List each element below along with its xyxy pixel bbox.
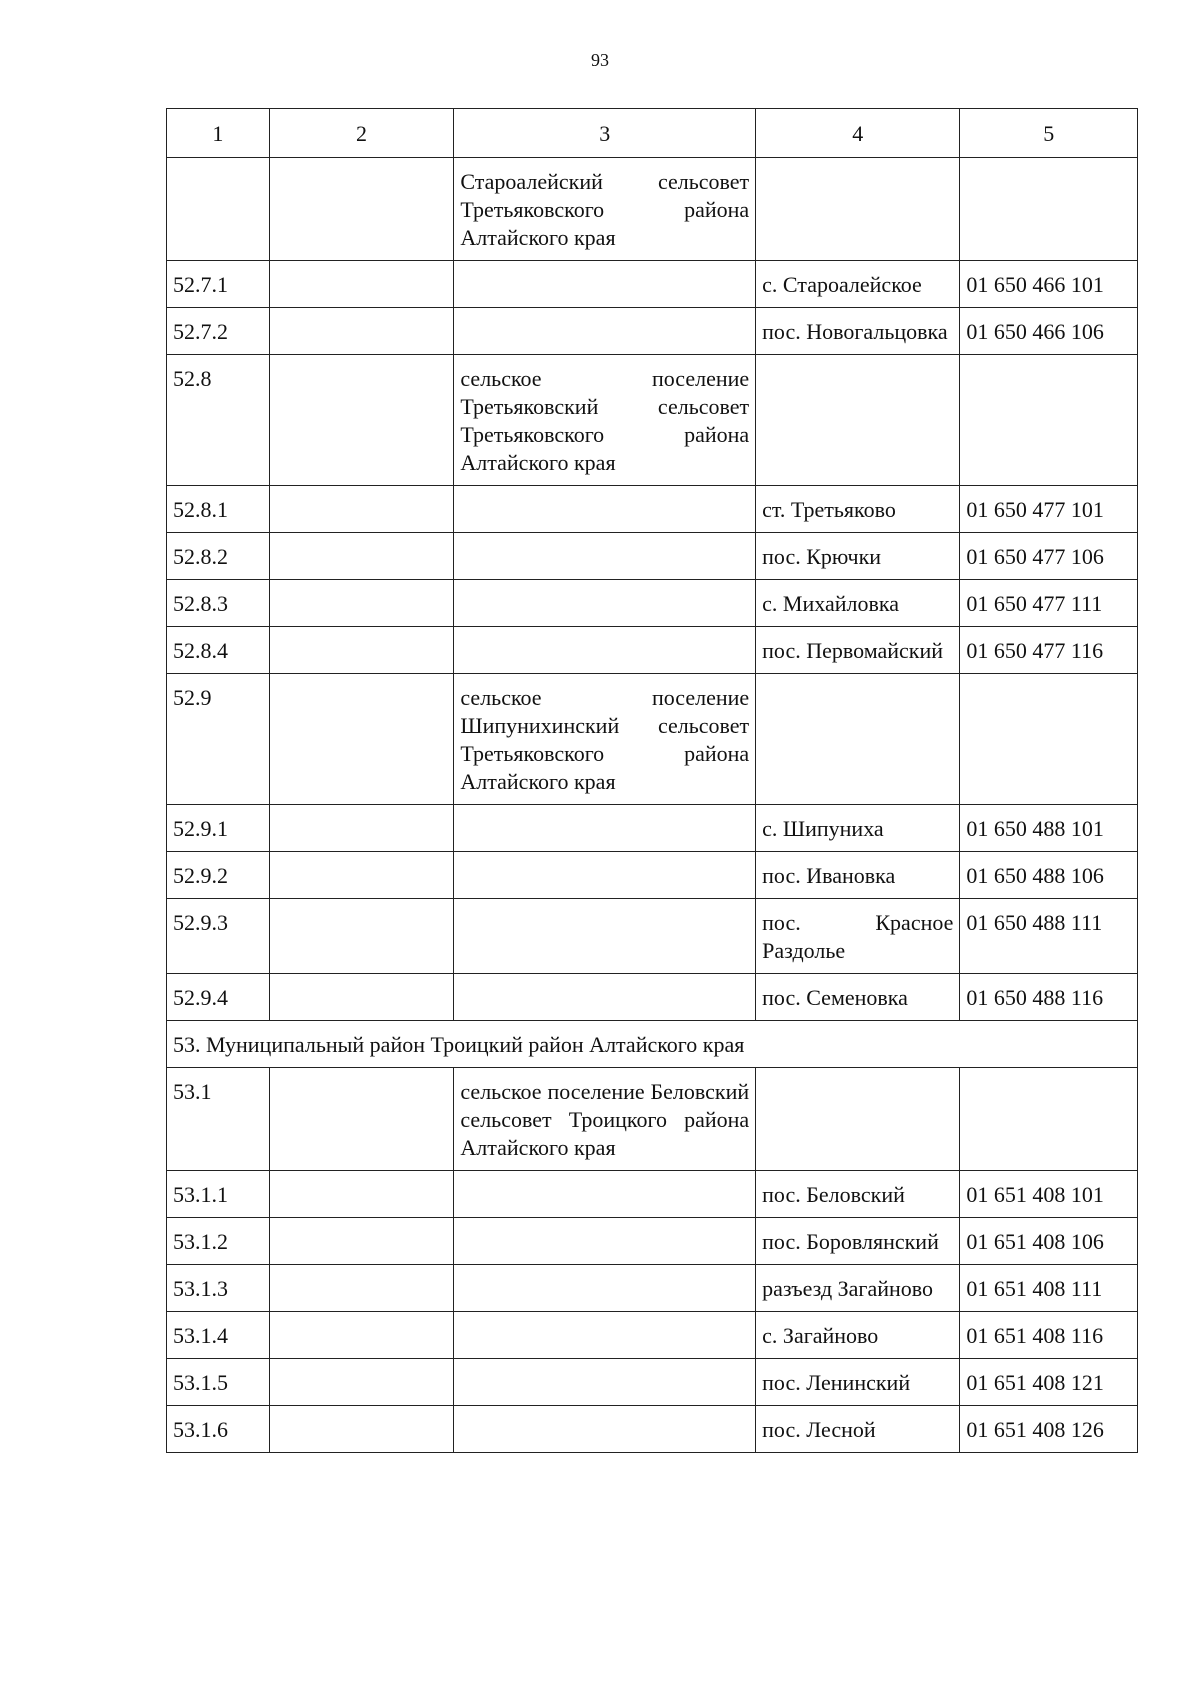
oktmo-code-cell: 01 650 466 106 xyxy=(960,308,1138,355)
locality-name-cell: пос. Крючки xyxy=(756,533,960,580)
row-number-cell: 53.1.2 xyxy=(167,1218,270,1265)
locality-row xyxy=(167,852,1138,899)
oktmo-code-cell: 01 650 477 111 xyxy=(960,580,1138,627)
col-2-cell xyxy=(269,308,454,355)
oktmo-code-cell: 01 650 488 111 xyxy=(960,899,1138,974)
col-2-cell xyxy=(269,261,454,308)
header-col-1: 1 xyxy=(167,109,270,158)
row-number-cell: 52.7.2 xyxy=(167,308,270,355)
locality-name-cell: пос. Беловский xyxy=(756,1171,960,1218)
locality-name-cell: пос. Лесной xyxy=(756,1406,960,1453)
table-header-row xyxy=(167,109,1138,158)
section-title: 53. Муниципальный район Троицкий район Алтайского края xyxy=(167,1021,1138,1068)
settlement-name-cell xyxy=(454,1218,756,1265)
settlements-table xyxy=(166,108,1138,1453)
settlement-name-cell xyxy=(454,627,756,674)
locality-name-cell: пос. Боровлянский xyxy=(756,1218,960,1265)
row-number-cell: 52.8.3 xyxy=(167,580,270,627)
locality-row xyxy=(167,1312,1138,1359)
locality-name-cell: с. Шипуниха xyxy=(756,805,960,852)
row-number-cell: 53.1 xyxy=(167,1068,270,1171)
locality-name-cell: ст. Третьяково xyxy=(756,486,960,533)
locality-row xyxy=(167,533,1138,580)
row-number-cell: 52.8 xyxy=(167,355,270,486)
settlement-name-cell xyxy=(454,533,756,580)
locality-row xyxy=(167,974,1138,1021)
settlement-name-cell: сельское поселение Беловский сельсовет Троицкого района Алтайского края xyxy=(454,1068,756,1171)
col-2-cell xyxy=(269,355,454,486)
settlement-group-row xyxy=(167,1068,1138,1171)
locality-row xyxy=(167,1265,1138,1312)
locality-name-cell xyxy=(756,674,960,805)
settlement-name-cell xyxy=(454,974,756,1021)
col-2-cell xyxy=(269,1068,454,1171)
col-2-cell xyxy=(269,674,454,805)
locality-name-cell: пос. Семеновка xyxy=(756,974,960,1021)
settlement-name-cell xyxy=(454,852,756,899)
col-2-cell xyxy=(269,1218,454,1265)
row-number-cell: 53.1.5 xyxy=(167,1359,270,1406)
oktmo-code-cell: 01 651 408 101 xyxy=(960,1171,1138,1218)
oktmo-code-cell: 01 650 477 106 xyxy=(960,533,1138,580)
col-2-cell xyxy=(269,580,454,627)
locality-row xyxy=(167,1171,1138,1218)
settlement-name-cell: Староалейский сельсовет Третьяковского района Алтайского края xyxy=(454,158,756,261)
settlement-name-cell xyxy=(454,805,756,852)
col-2-cell xyxy=(269,974,454,1021)
header-col-5: 5 xyxy=(960,109,1138,158)
oktmo-code-cell xyxy=(960,355,1138,486)
settlement-name-cell xyxy=(454,1359,756,1406)
oktmo-code-cell: 01 651 408 121 xyxy=(960,1359,1138,1406)
locality-row xyxy=(167,899,1138,974)
table-body xyxy=(167,109,1138,1453)
oktmo-code-cell: 01 651 408 111 xyxy=(960,1265,1138,1312)
settlement-name-cell: сельское поселение Третьяковский сельсовет Третьяковского района Алтайского края xyxy=(454,355,756,486)
oktmo-code-cell: 01 650 488 106 xyxy=(960,852,1138,899)
oktmo-code-cell: 01 650 477 116 xyxy=(960,627,1138,674)
settlement-group-row xyxy=(167,158,1138,261)
locality-name-cell: пос. Новогальцовка xyxy=(756,308,960,355)
section-row xyxy=(167,1021,1138,1068)
locality-row xyxy=(167,486,1138,533)
locality-name-cell: разъезд Загайново xyxy=(756,1265,960,1312)
locality-name-cell xyxy=(756,1068,960,1171)
row-number-cell xyxy=(167,158,270,261)
settlement-name-cell: сельское поселение Шипунихинский сельсовет Третьяковского района Алтайского края xyxy=(454,674,756,805)
row-number-cell: 52.8.2 xyxy=(167,533,270,580)
header-col-3: 3 xyxy=(454,109,756,158)
oktmo-code-cell xyxy=(960,1068,1138,1171)
settlement-group-row xyxy=(167,674,1138,805)
col-2-cell xyxy=(269,1312,454,1359)
col-2-cell xyxy=(269,627,454,674)
col-2-cell xyxy=(269,899,454,974)
locality-row xyxy=(167,308,1138,355)
oktmo-code-cell: 01 650 488 116 xyxy=(960,974,1138,1021)
locality-name-cell: с. Загайново xyxy=(756,1312,960,1359)
settlement-group-row xyxy=(167,355,1138,486)
oktmo-code-cell: 01 651 408 116 xyxy=(960,1312,1138,1359)
row-number-cell: 52.8.1 xyxy=(167,486,270,533)
oktmo-code-cell: 01 650 466 101 xyxy=(960,261,1138,308)
locality-row xyxy=(167,261,1138,308)
locality-name-cell xyxy=(756,158,960,261)
header-col-2: 2 xyxy=(269,109,454,158)
locality-row xyxy=(167,627,1138,674)
row-number-cell: 53.1.3 xyxy=(167,1265,270,1312)
locality-name-cell: с. Михайловка xyxy=(756,580,960,627)
locality-name-cell: пос. Первомайский xyxy=(756,627,960,674)
col-2-cell xyxy=(269,1406,454,1453)
settlement-name-cell xyxy=(454,486,756,533)
col-2-cell xyxy=(269,1265,454,1312)
col-2-cell xyxy=(269,1359,454,1406)
oktmo-code-cell: 01 651 408 126 xyxy=(960,1406,1138,1453)
settlement-name-cell xyxy=(454,261,756,308)
oktmo-code-cell: 01 651 408 106 xyxy=(960,1218,1138,1265)
locality-row xyxy=(167,1359,1138,1406)
row-number-cell: 52.9.3 xyxy=(167,899,270,974)
row-number-cell: 52.8.4 xyxy=(167,627,270,674)
locality-name-cell: с. Староалейское xyxy=(756,261,960,308)
locality-name-cell: пос. Ивановка xyxy=(756,852,960,899)
row-number-cell: 52.9.1 xyxy=(167,805,270,852)
col-2-cell xyxy=(269,805,454,852)
settlement-name-cell xyxy=(454,580,756,627)
oktmo-code-cell xyxy=(960,674,1138,805)
row-number-cell: 52.9.2 xyxy=(167,852,270,899)
oktmo-code-cell xyxy=(960,158,1138,261)
col-2-cell xyxy=(269,1171,454,1218)
settlement-name-cell xyxy=(454,1312,756,1359)
col-2-cell xyxy=(269,158,454,261)
row-number-cell: 53.1.4 xyxy=(167,1312,270,1359)
oktmo-code-cell: 01 650 477 101 xyxy=(960,486,1138,533)
settlement-name-cell xyxy=(454,1406,756,1453)
locality-name-cell: пос. Ленинский xyxy=(756,1359,960,1406)
oktmo-code-cell: 01 650 488 101 xyxy=(960,805,1138,852)
col-2-cell xyxy=(269,533,454,580)
locality-row xyxy=(167,1406,1138,1453)
settlement-name-cell xyxy=(454,1171,756,1218)
row-number-cell: 53.1.1 xyxy=(167,1171,270,1218)
row-number-cell: 52.9 xyxy=(167,674,270,805)
settlement-name-cell xyxy=(454,1265,756,1312)
header-col-4: 4 xyxy=(756,109,960,158)
row-number-cell: 52.7.1 xyxy=(167,261,270,308)
row-number-cell: 53.1.6 xyxy=(167,1406,270,1453)
locality-row xyxy=(167,805,1138,852)
locality-name-cell xyxy=(756,355,960,486)
settlement-name-cell xyxy=(454,899,756,974)
locality-name-cell: пос. Красное Раздолье xyxy=(756,899,960,974)
col-2-cell xyxy=(269,852,454,899)
row-number-cell: 52.9.4 xyxy=(167,974,270,1021)
locality-row xyxy=(167,1218,1138,1265)
locality-row xyxy=(167,580,1138,627)
col-2-cell xyxy=(269,486,454,533)
page-number: 93 xyxy=(591,50,609,70)
settlement-name-cell xyxy=(454,308,756,355)
